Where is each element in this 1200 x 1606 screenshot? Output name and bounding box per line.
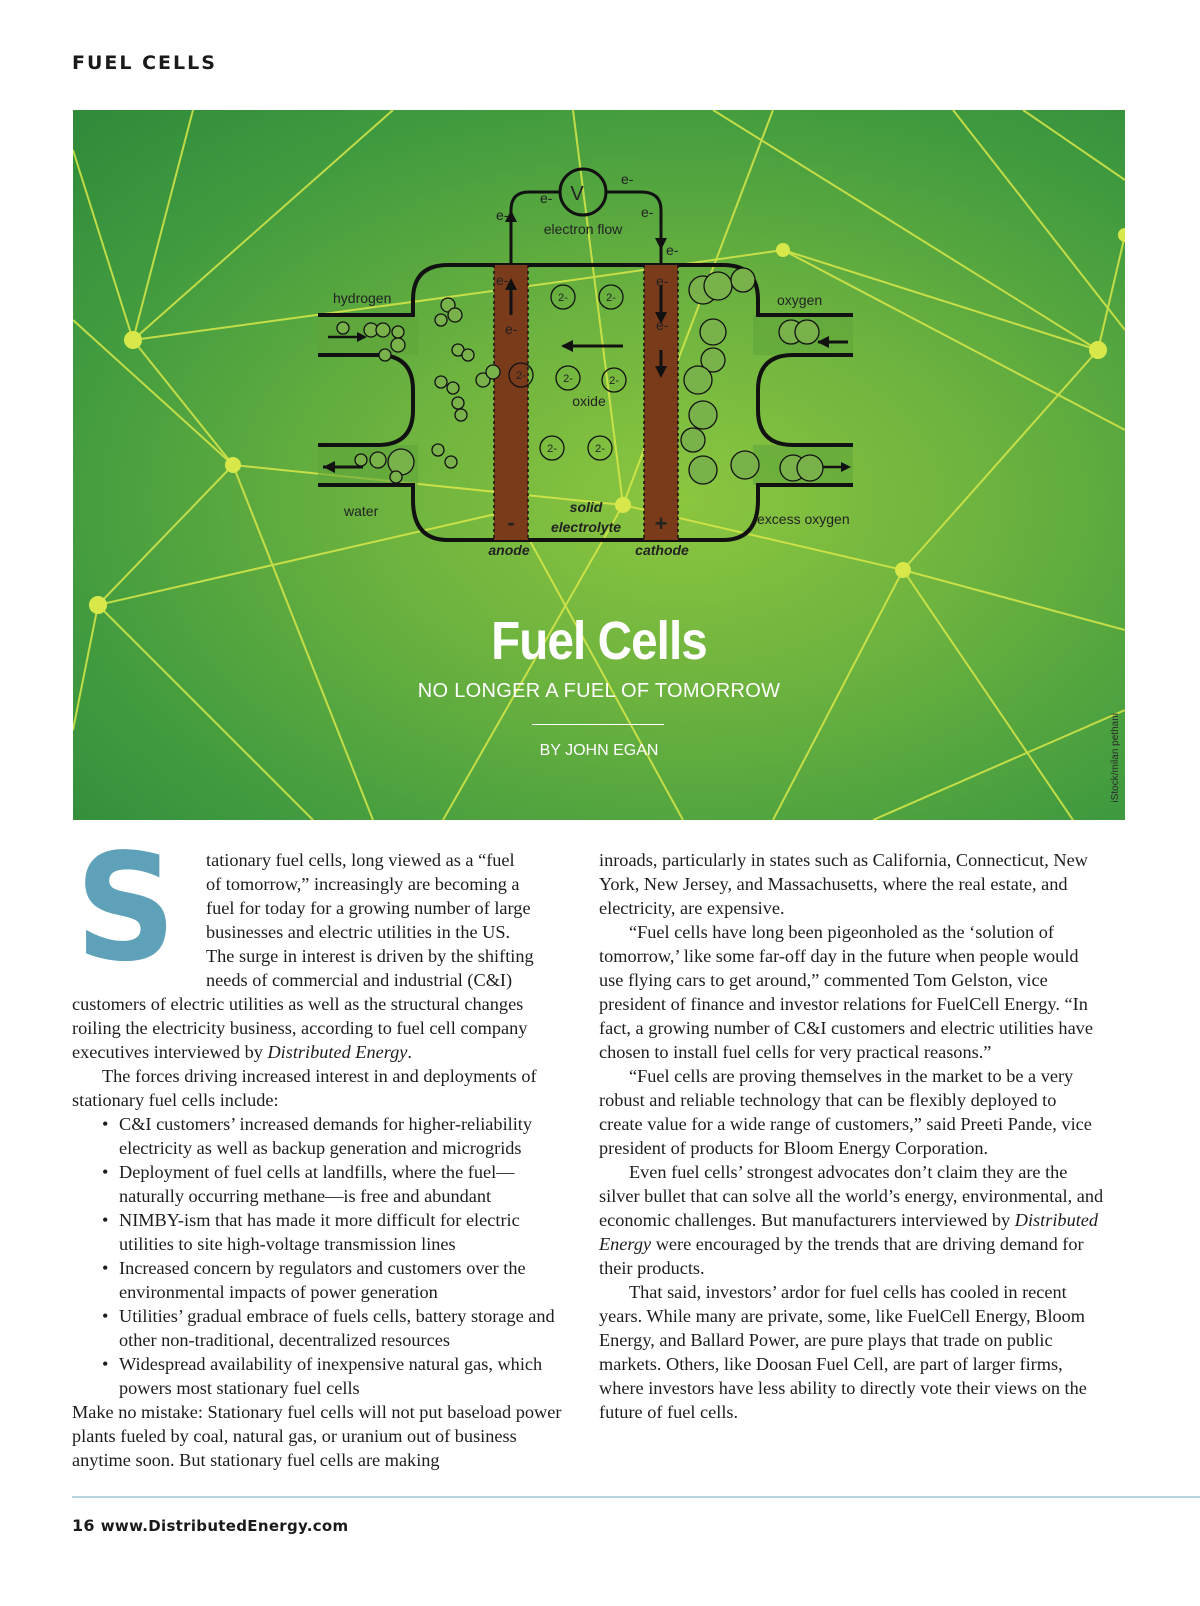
article-column-right xyxy=(599,848,1104,1424)
fuel-cell-diagram xyxy=(318,169,853,558)
website-link[interactable]: www.DistributedEnergy.com xyxy=(100,1517,349,1535)
svg-text:e-: e- xyxy=(505,321,518,337)
title-divider xyxy=(532,724,664,725)
paragraph-1: tationary fuel cells, long viewed as a “fuel of tomorrow,” increasingly are becoming a fuel for today for a growing number of large businesses and electric utilities in the US. The surge in interest is driven by the shifting needs of commercial and industrial (C&I) customers of electric utilities as well as the structural changes roiling the electricity business, according to fuel cell company executives interviewed by Distributed Energy. xyxy=(72,850,534,1062)
svg-text:e-: e- xyxy=(656,273,669,289)
svg-text:2-: 2- xyxy=(609,375,619,387)
svg-text:-: - xyxy=(507,510,515,535)
svg-text:2-: 2- xyxy=(595,443,605,455)
svg-text:e-: e- xyxy=(621,171,634,187)
network-background xyxy=(73,110,1125,820)
list-item: • Widespread availability of inexpensive natural gas, which powers most stationary fuel cells xyxy=(119,1352,572,1400)
svg-text:2-: 2- xyxy=(558,292,568,304)
photo-credit: iStock/milan pethani xyxy=(1110,712,1121,802)
paragraph-4: inroads, particularly in states such as California, Connecticut, New York, New Jersey, and Massachusetts, where the real estate, and electricity, are expensive. xyxy=(599,850,1088,918)
article-subtitle: NO LONGER A FUEL OF TOMORROW xyxy=(417,680,781,702)
svg-text:e-: e- xyxy=(666,242,679,258)
svg-text:hydrogen: hydrogen xyxy=(333,290,392,306)
byline: BY JOHN EGAN xyxy=(539,742,659,759)
list-item: • NIMBY-ism that has made it more difficult for electric utilities to site high-voltage transmission lines xyxy=(119,1208,572,1256)
hero-image xyxy=(73,110,1125,820)
article-column-left xyxy=(72,822,572,1472)
paragraph-8: That said, investors’ ardor for fuel cells has cooled in recent years. While many are private, some, like FuelCell Energy, Bloom Energy, and Ballard Power, are pure plays that trade on public markets. Others, like Doosan Fuel Cell, are part of larger firms, where investors have less ability to directly vote their views on the future of fuel cells. xyxy=(599,1282,1087,1422)
svg-text:oxide: oxide xyxy=(572,393,606,409)
page-footer xyxy=(72,1516,348,1535)
svg-text:electrolyte: electrolyte xyxy=(550,519,622,535)
drop-cap: S xyxy=(75,822,177,994)
svg-text:solid: solid xyxy=(569,499,603,515)
article-title: Fuel Cells xyxy=(491,611,707,671)
svg-text:e-: e- xyxy=(540,190,553,206)
svg-text:V: V xyxy=(570,183,584,205)
svg-text:+: + xyxy=(654,511,668,536)
svg-text:oxygen: oxygen xyxy=(777,292,823,308)
bullet-list xyxy=(72,1112,572,1400)
svg-text:e-: e- xyxy=(656,317,669,333)
list-item: • Deployment of fuel cells at landfills, where the fuel—naturally occurring methane—is free and abundant xyxy=(119,1160,572,1208)
publication-name: Distributed Energy xyxy=(599,1210,1099,1254)
svg-text:e-: e- xyxy=(496,272,509,288)
paragraph-5: “Fuel cells have long been pigeonholed as the ‘solution of tomorrow,’ like some far-off day in the future when people would use flying cars to get around,” commented Tom Gelston, vice president of finance and investor relations for FuelCell Energy. “In fact, a growing number of C&I customers and electric utilities have chosen to install fuel cells for very practical reasons.” xyxy=(599,922,1093,1062)
paragraph-2: The forces driving increased interest in and deployments of stationary fuel cells include: xyxy=(72,1066,537,1110)
svg-text:cathode: cathode xyxy=(635,542,689,558)
svg-text:e-: e- xyxy=(496,207,509,223)
section-label: FUEL CELLS xyxy=(72,52,217,74)
footer-divider xyxy=(72,1496,1200,1498)
paragraph-7: Even fuel cells’ strongest advocates don’t claim they are the silver bullet that can solve all the world’s energy, environmental, and economic challenges. But manufacturers interviewed by Distributed Energy were encouraged by the trends that are driving demand for their products. xyxy=(599,1162,1104,1278)
svg-text:2-: 2- xyxy=(563,373,573,385)
svg-text:excess oxygen: excess oxygen xyxy=(757,511,850,527)
svg-text:2-: 2- xyxy=(516,370,526,382)
svg-text:e-: e- xyxy=(641,204,654,220)
list-item: • Increased concern by regulators and customers over the environmental impacts of power generation xyxy=(119,1256,572,1304)
svg-text:anode: anode xyxy=(488,542,530,558)
page-number: 16 xyxy=(72,1516,95,1535)
list-item: • Utilities’ gradual embrace of fuels cells, battery storage and other non-traditional, decentralized resources xyxy=(119,1304,572,1352)
svg-text:2-: 2- xyxy=(606,292,616,304)
paragraph-3: Make no mistake: Stationary fuel cells will not put baseload power plants fueled by coal, natural gas, or uranium out of business anytime soon. But stationary fuel cells are making xyxy=(72,1402,562,1470)
svg-text:water: water xyxy=(344,503,379,519)
svg-text:electron flow: electron flow xyxy=(543,221,623,237)
paragraph-6: “Fuel cells are proving themselves in the market to be a very robust and reliable technology that can be flexibly deployed to create value for a wide range of customers,” said Preeti Pande, vice president of products for Bloom Energy Corporation. xyxy=(599,1066,1092,1158)
list-item: • C&I customers’ increased demands for higher-reliability electricity as well as backup generation and microgrids xyxy=(119,1112,572,1160)
svg-text:2-: 2- xyxy=(547,443,557,455)
publication-name: Distributed Energy xyxy=(267,1042,408,1062)
